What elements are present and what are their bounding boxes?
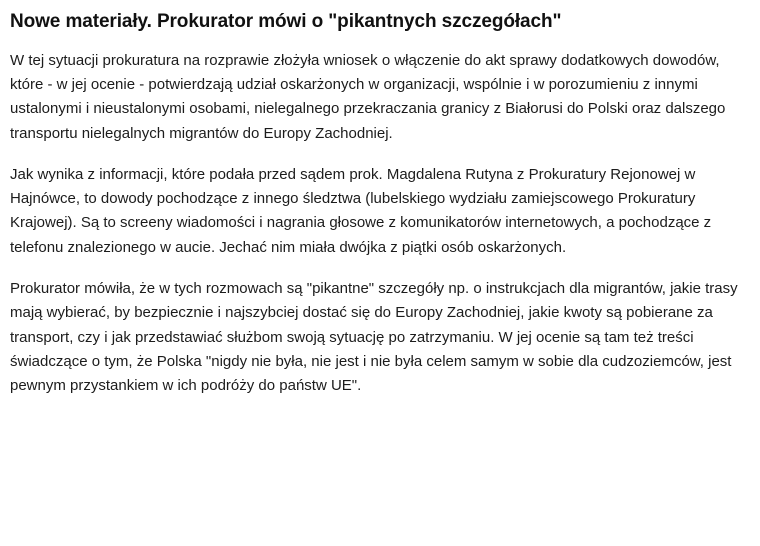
article-paragraph: Prokurator mówiła, że w tych rozmowach są "pikantne" szczegóły np. o instrukcjach dla migrantów, jakie trasy mają wybierać, by bezpiecznie i najszybciej dostać się do Europy Zachodniej, jakie kwoty są pobierane za transport, czy i jak przedstawiać służbom swoją sytuację po zatrzymaniu. W jej ocenie są tam też treści świadczące o tym, że Polska "nigdy nie była, nie jest i nie była celem samym w sobie dla cudzoziemców, jest pewnym przystankiem w ich podróży do państw UE".: [10, 280, 738, 395]
article-paragraph: Jak wynika z informacji, które podała przed sądem prok. Magdalena Rutyna z Prokuratury Rejonowej w Hajnówce, to dowody pochodzące z innego śledztwa (lubelskiego wydziału zamiejscowego Prokuratury Krajowej). Są to screeny wiadomości i nagrania głosowe z komunikatorów internetowych, a pochodzące z telefonu znalezionego w aucie. Jechać nim miała dwójka z piątki osób oskarżonych.: [10, 165, 712, 256]
article-body: [10, 49, 750, 399]
article-paragraph: W tej sytuacji prokuratura na rozprawie złożyła wniosek o włączenie do akt sprawy dodatkowych dowodów, które - w jej ocenie - potwierdzają udział oskarżonych w organizacji, wspólnie i w porozumieniu z innymi ustalonymi i nieustalonymi osobami, nielegalnego przekraczania granicy z Białorusi do Polski oraz dalszego transportu nielegalnych migrantów do Europy Zachodniej.: [10, 51, 726, 142]
article-title: Nowe materiały. Prokurator mówi o "pikantnych szczegółach": [10, 11, 562, 32]
